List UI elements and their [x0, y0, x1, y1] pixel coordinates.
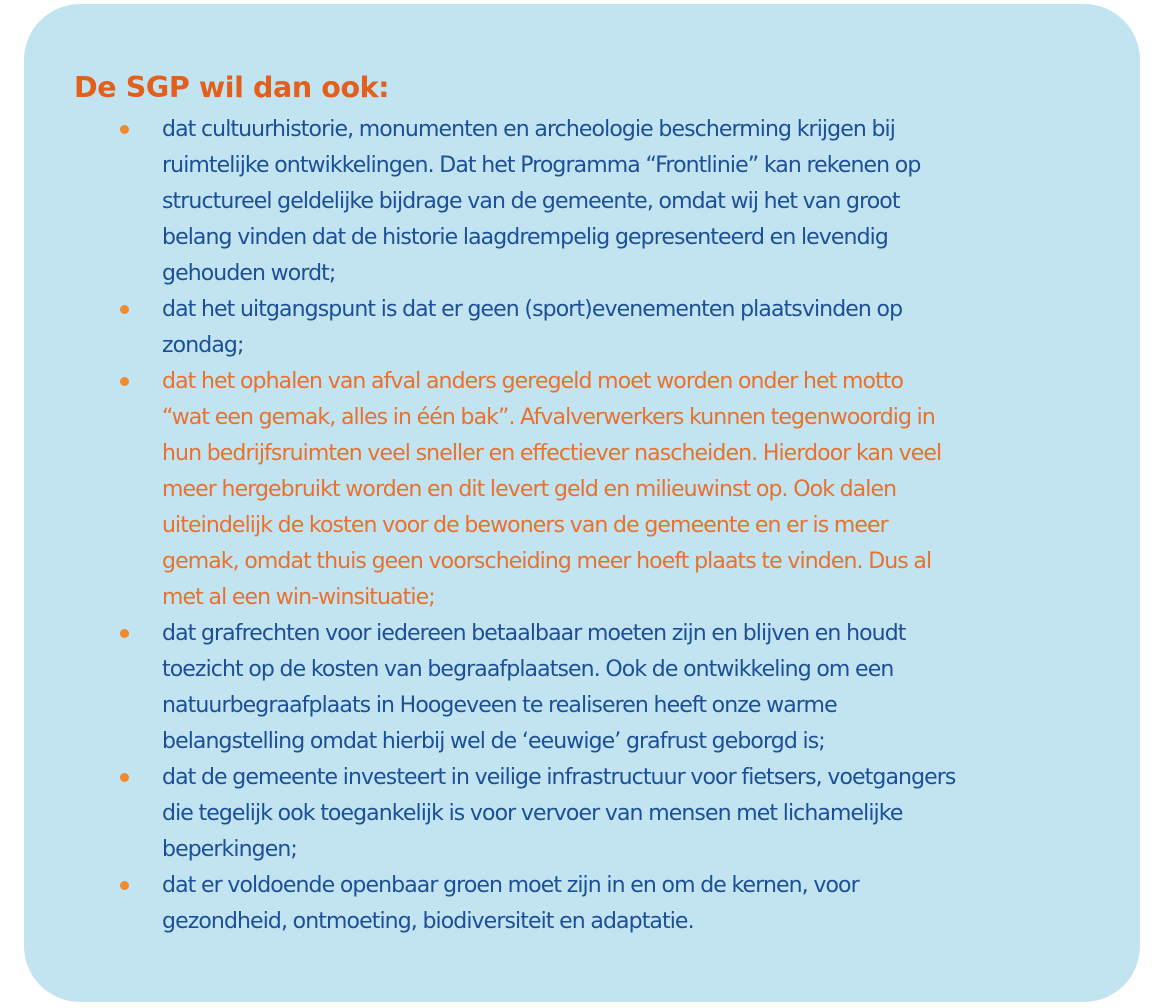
list-item-line: zondag;: [162, 333, 244, 358]
list-item-line: structureel geldelijke bijdrage van de gemeente, omdat wij het van groot: [162, 189, 900, 214]
list-item-line: natuurbegraafplaats in Hoogeveen te realiseren heeft onze warme: [162, 693, 837, 718]
list-item-line: dat grafrechten voor iedereen betaalbaar moeten zijn en blijven en houdt: [162, 621, 906, 646]
list-item: [0, 868, 1122, 940]
list-item-line: toezicht op de kosten van begraafplaatsen. Ook de ontwikkeling om een: [162, 657, 894, 682]
list-item-line: dat de gemeente investeert in veilige infrastructuur voor fietsers, voetgangers: [162, 765, 956, 790]
list-item-line: dat cultuurhistorie, monumenten en archeologie bescherming krijgen bij: [162, 117, 895, 142]
bullet-icon: [120, 125, 129, 134]
bullet-icon: [120, 377, 129, 386]
list-item-line: beperkingen;: [162, 837, 297, 862]
bullet-icon: [120, 305, 129, 314]
list-item-line: belang vinden dat de historie laagdrempelig gepresenteerd en levendig: [162, 225, 888, 250]
list-item: [0, 760, 1122, 868]
list-item: [0, 292, 1122, 364]
bullet-icon: [120, 629, 129, 638]
list-item-line: die tegelijk ook toegankelijk is voor vervoer van mensen met lichamelijke: [162, 801, 903, 826]
list-item: [0, 616, 1122, 760]
list-item-line: met al een win-winsituatie;: [162, 585, 435, 610]
policy-list: [0, 112, 1158, 940]
list-item-line: dat het uitgangspunt is dat er geen (sport)evenementen plaatsvinden op: [162, 297, 903, 322]
list-item: [0, 112, 1122, 292]
list-item-line: uiteindelijk de kosten voor de bewoners van de gemeente en er is meer: [162, 513, 888, 538]
list-item-line: meer hergebruikt worden en dit levert geld en milieuwinst op. Ook dalen: [162, 477, 897, 502]
list-item-line: gezondheid, ontmoeting, biodiversiteit en adaptatie.: [162, 909, 694, 934]
bullet-icon: [120, 881, 129, 890]
bullet-icon: [120, 773, 129, 782]
list-item-line: dat het ophalen van afval anders geregeld moet worden onder het motto: [162, 369, 904, 394]
list-item-line: belangstelling omdat hierbij wel de ‘eeuwige’ grafrust geborgd is;: [162, 729, 825, 754]
list-item-line: “wat een gemak, alles in één bak”. Afvalverwerkers kunnen tegenwoordig in: [162, 405, 935, 430]
list-item-line: dat er voldoende openbaar groen moet zijn in en om de kernen, voor: [162, 873, 859, 898]
list-item-line: ruimtelijke ontwikkelingen. Dat het Programma “Frontlinie” kan rekenen op: [162, 153, 921, 178]
list-item-highlighted: [0, 364, 1122, 616]
list-item-line: gemak, omdat thuis geen voorscheiding meer hoeft plaats te vinden. Dus al: [162, 549, 932, 574]
section-heading: De SGP wil dan ook:: [74, 71, 390, 104]
list-item-line: hun bedrijfsruimten veel sneller en effectiever nascheiden. Hierdoor kan veel: [162, 441, 942, 466]
list-item-line: gehouden wordt;: [162, 261, 336, 286]
